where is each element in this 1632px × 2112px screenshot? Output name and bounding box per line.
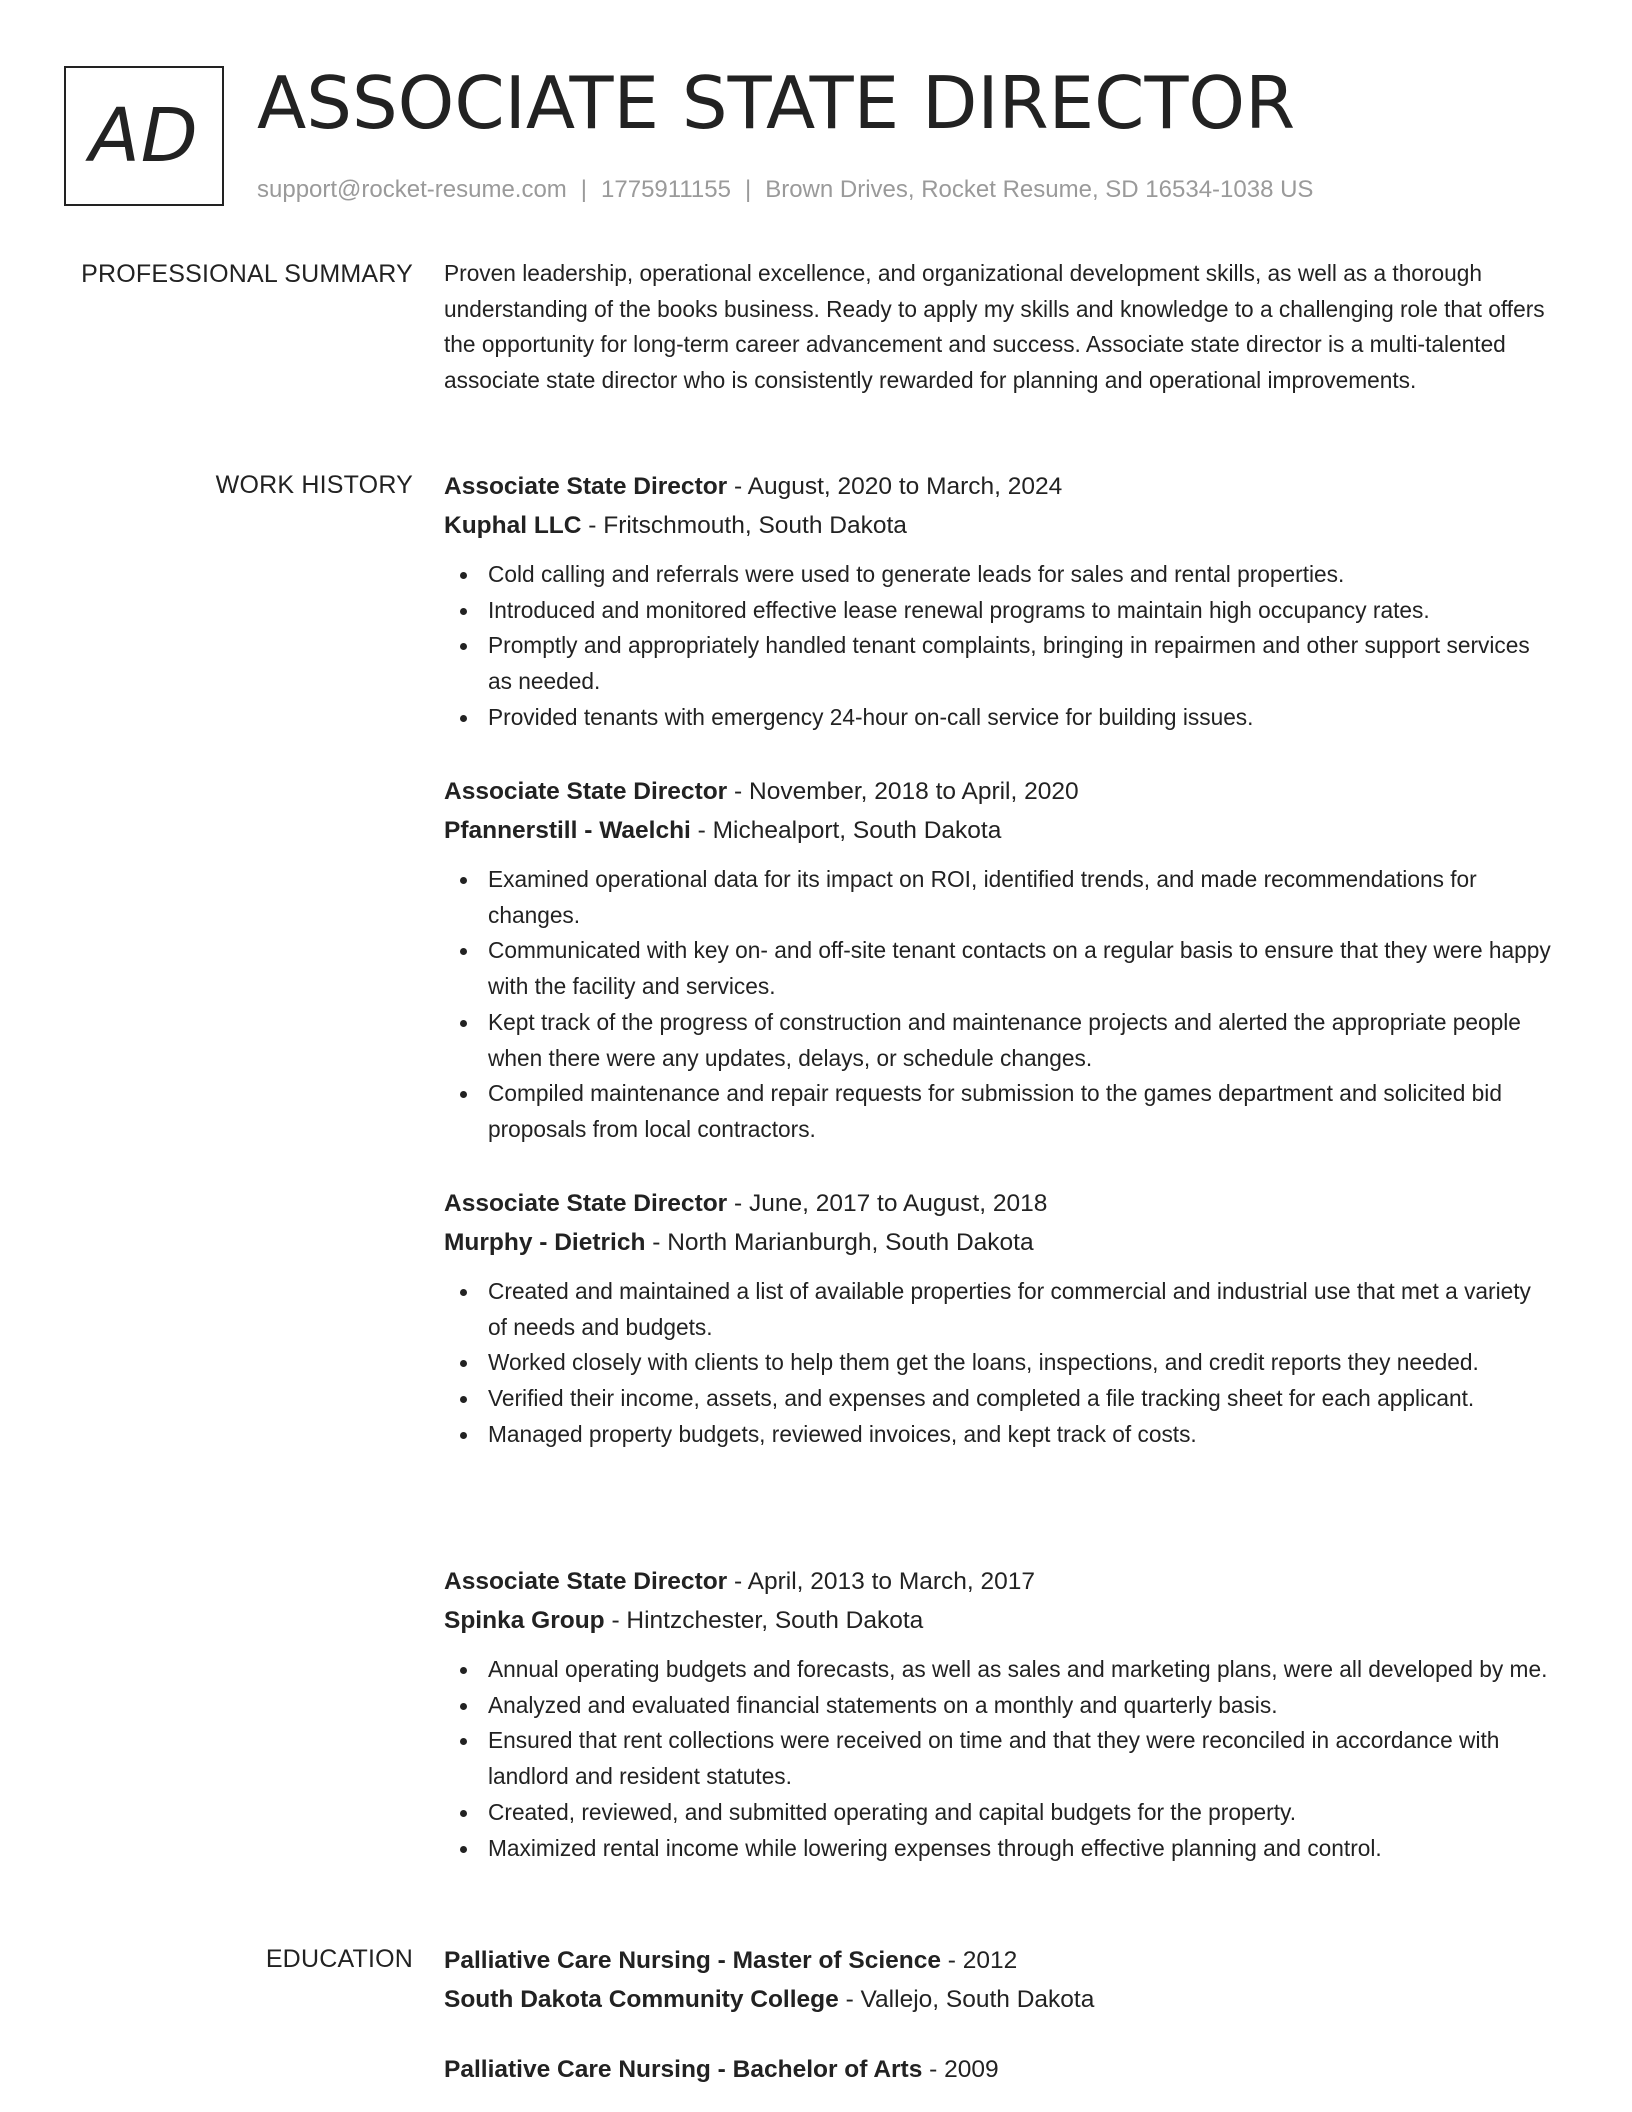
monogram-initials: AD [64, 66, 224, 206]
contact-line [257, 172, 1313, 208]
job-location: - Fritschmouth, South Dakota [581, 512, 907, 539]
job-title: Associate State Director [444, 778, 728, 805]
job-location: - North Marianburgh, South Dakota [645, 1229, 1034, 1256]
job-dates: - November, 2018 to April, 2020 [727, 778, 1079, 805]
job-bullet: Created and maintained a list of available properties for commercial and industrial use that met a variety of needs and budgets. [444, 1274, 1556, 1345]
job-bullet: Introduced and monitored effective lease renewal programs to maintain high occupancy rates. [444, 593, 1556, 629]
section-label-work: WORK HISTORY [215, 471, 413, 499]
job-title-line [444, 1562, 1556, 1601]
job-company-line [444, 1223, 1556, 1262]
job-company: Murphy - Dietrich [444, 1229, 646, 1256]
job-entry [444, 467, 1556, 736]
education-degree: Palliative Care Nursing - Bachelor of Arts [444, 2056, 923, 2083]
education-year: - 2012 [941, 1947, 1018, 1974]
job-bullet: Verified their income, assets, and expenses and completed a file tracking sheet for each applicant. [444, 1381, 1556, 1417]
job-company-line [444, 506, 1556, 545]
education-entry [444, 1941, 1556, 2019]
job-bullet: Compiled maintenance and repair requests for submission to the games department and solicited bid proposals from local contractors. [444, 1076, 1556, 1147]
job-bullet: Cold calling and referrals were used to generate leads for sales and rental properties. [444, 557, 1556, 593]
job-company: Pfannerstill - Waelchi [444, 817, 691, 844]
job-bullets [444, 557, 1556, 736]
job-bullet: Provided tenants with emergency 24-hour on-call service for building issues. [444, 700, 1556, 736]
education-degree: Palliative Care Nursing - Master of Science [444, 1947, 941, 1974]
contact-phone: 1775911155 [601, 176, 731, 203]
job-title: Associate State Director [444, 1568, 728, 1595]
job-bullet: Analyzed and evaluated financial statements on a monthly and quarterly basis. [444, 1688, 1556, 1724]
job-title-line [444, 1184, 1556, 1223]
job-bullets [444, 1274, 1556, 1453]
education-year: - 2009 [922, 2056, 999, 2083]
page-title: ASSOCIATE STATE DIRECTOR [257, 61, 1296, 145]
job-entry [444, 1184, 1556, 1453]
job-bullet: Communicated with key on- and off-site tenant contacts on a regular basis to ensure that they were happy with the facility and services. [444, 933, 1556, 1004]
job-entry [444, 772, 1556, 1148]
job-dates: - April, 2013 to March, 2017 [727, 1568, 1036, 1595]
job-bullet: Maximized rental income while lowering expenses through effective planning and control. [444, 1831, 1556, 1867]
job-bullet: Worked closely with clients to help them get the loans, inspections, and credit reports they needed. [444, 1345, 1556, 1381]
job-bullet: Kept track of the progress of construction and maintenance projects and alerted the appropriate people when there were any updates, delays, or schedule changes. [444, 1005, 1556, 1076]
job-bullet: Ensured that rent collections were received on time and that they were reconciled in accordance with landlord and resident statutes. [444, 1723, 1556, 1794]
job-dates: - August, 2020 to March, 2024 [727, 473, 1063, 500]
job-bullet: Examined operational data for its impact on ROI, identified trends, and made recommendations for changes. [444, 862, 1556, 933]
job-title-line [444, 772, 1556, 811]
job-title: Associate State Director [444, 1190, 728, 1217]
job-title-line [444, 467, 1556, 506]
contact-separator: | [744, 176, 752, 203]
job-company-line [444, 1601, 1556, 1640]
job-location: - Hintzchester, South Dakota [604, 1607, 924, 1634]
contact-email: support@rocket-resume.com [257, 176, 567, 203]
education-school-line [444, 1980, 1556, 2019]
education-entry [444, 2050, 1556, 2089]
section-label-summary: PROFESSIONAL SUMMARY [81, 260, 413, 288]
job-title: Associate State Director [444, 473, 728, 500]
job-dates: - June, 2017 to August, 2018 [727, 1190, 1048, 1217]
job-bullet: Managed property budgets, reviewed invoices, and kept track of costs. [444, 1417, 1556, 1453]
job-bullet: Promptly and appropriately handled tenant complaints, bringing in repairmen and other support services as needed. [444, 628, 1556, 699]
job-bullet: Annual operating budgets and forecasts, as well as sales and marketing plans, were all developed by me. [444, 1652, 1556, 1688]
job-company-line [444, 811, 1556, 850]
job-company: Kuphal LLC [444, 512, 582, 539]
job-company: Spinka Group [444, 1607, 605, 1634]
job-location: - Michealport, South Dakota [690, 817, 1002, 844]
education-location: - Vallejo, South Dakota [838, 1986, 1095, 2013]
job-bullets [444, 862, 1556, 1148]
education-degree-line [444, 1941, 1556, 1980]
contact-address: Brown Drives, Rocket Resume, SD 16534-1038 US [765, 176, 1314, 203]
job-bullets [444, 1652, 1556, 1866]
job-bullet: Created, reviewed, and submitted operating and capital budgets for the property. [444, 1795, 1556, 1831]
summary-text: Proven leadership, operational excellence, and organizational development skills, as well as a thorough understanding of the books business. Ready to apply my skills and knowledge to a challenging role that offers the opportunity for long-term career advancement and success. Associate state director is a multi-talented associate state director who is consistently rewarded for planning and operational improvements. [444, 260, 1545, 394]
contact-separator: | [580, 176, 588, 203]
education-degree-line [444, 2050, 1556, 2089]
education-school: South Dakota Community College [444, 1986, 839, 2013]
section-label-education: EDUCATION [265, 1945, 413, 1973]
job-entry [444, 1562, 1556, 1866]
